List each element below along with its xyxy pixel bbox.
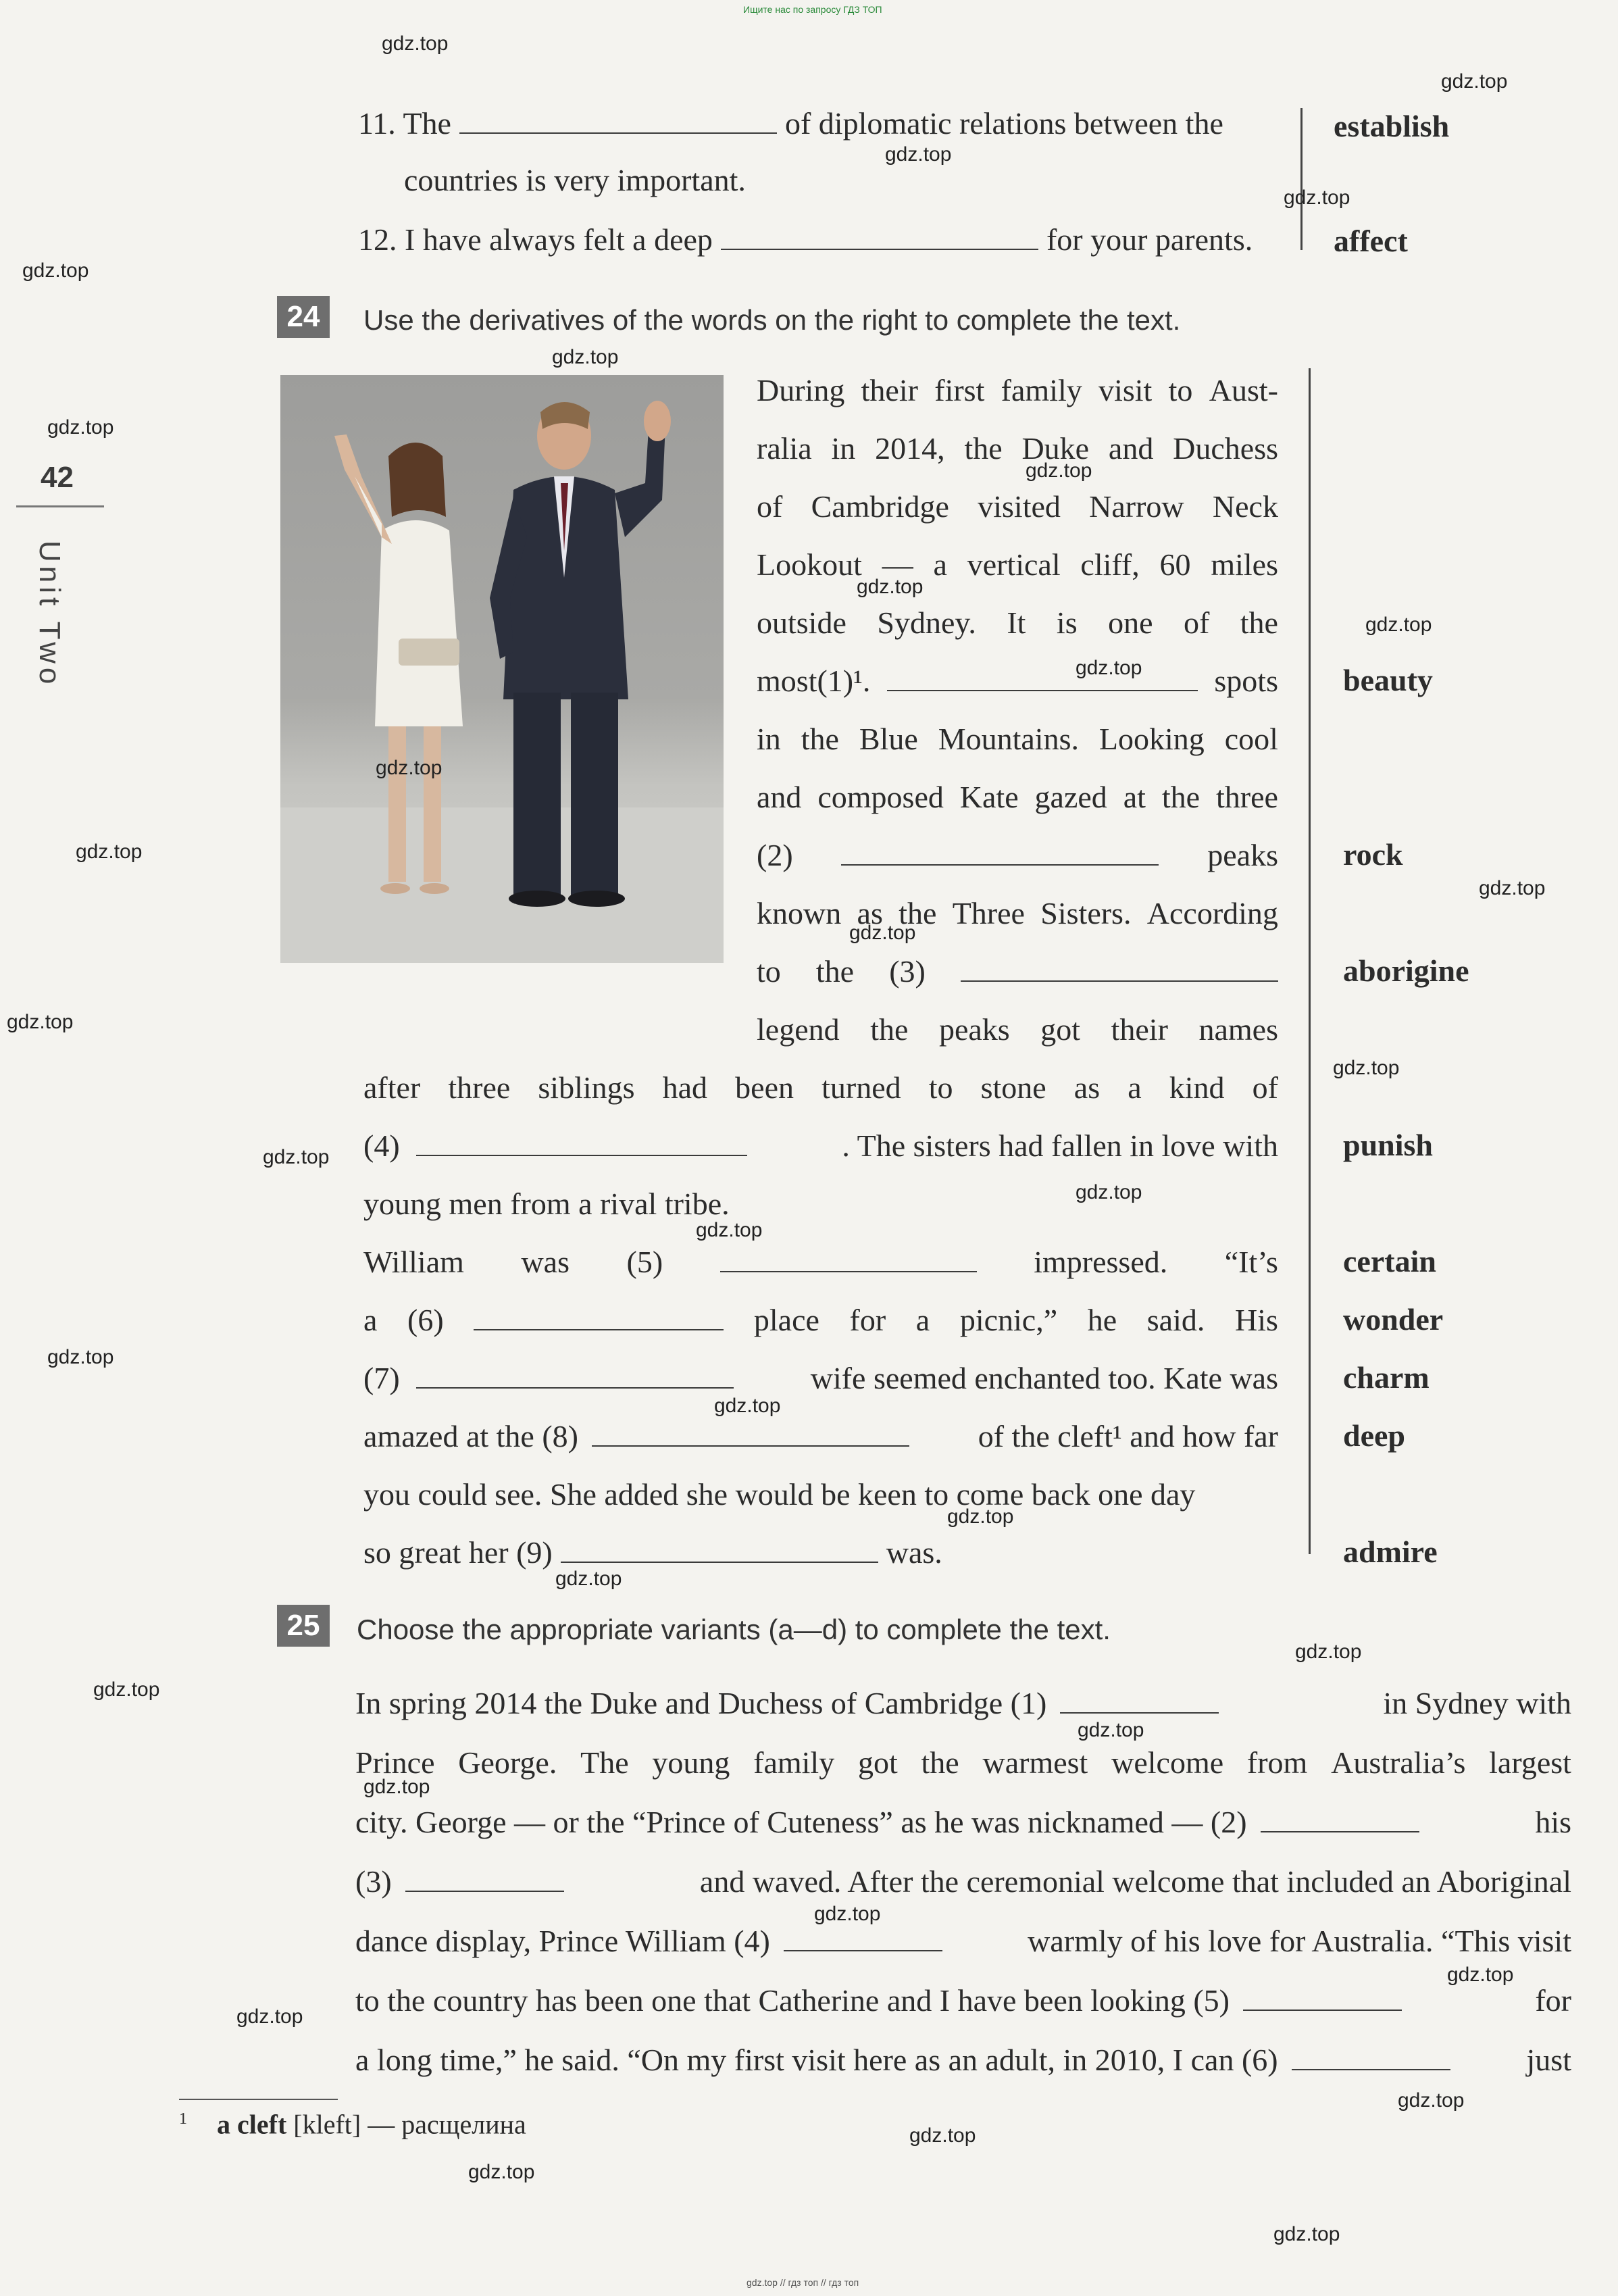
sentence-part: of the cleft¹ and how far — [978, 1419, 1278, 1453]
ex24-text-line — [363, 1072, 1278, 1103]
word: impressed. — [1034, 1245, 1168, 1279]
exercise-number-24: 24 — [277, 296, 330, 338]
sentence-part: just — [1526, 2043, 1571, 2077]
word: Duchess — [1173, 431, 1278, 466]
word: was — [521, 1245, 570, 1279]
watermark: gdz.top — [1026, 459, 1092, 482]
footnote-term: a cleft — [217, 2109, 287, 2140]
word: warmest — [982, 1745, 1088, 1780]
answer-blank[interactable] — [459, 109, 777, 134]
unit-label: Unit Two — [33, 541, 66, 689]
sentence-part: (3) — [355, 1864, 392, 1899]
word: turned — [821, 1070, 901, 1105]
word-wonder: wonder — [1343, 1302, 1444, 1337]
word: peaks — [938, 1012, 1010, 1047]
ex24-text-line — [757, 840, 1278, 871]
watermark: gdz.top — [857, 576, 924, 598]
page-number-rule — [16, 505, 104, 507]
word: stone — [980, 1070, 1046, 1105]
word: Looking — [1098, 722, 1205, 756]
word: of — [1183, 605, 1210, 640]
word: cliff, — [1080, 547, 1140, 582]
word: the — [801, 722, 839, 756]
watermark: gdz.top — [93, 1678, 160, 1701]
ex24-text-line — [757, 1014, 1278, 1045]
ex24-text-line — [757, 724, 1278, 755]
ex24-text-line — [363, 1305, 1278, 1336]
ex23-line-11-cont: countries is very important. — [404, 163, 746, 197]
word: It — [1007, 605, 1026, 640]
ex24-text-line — [757, 956, 1278, 987]
ex23-word-12: affect — [1334, 224, 1408, 258]
answer-blank-2[interactable] — [841, 841, 1159, 866]
word: been — [735, 1070, 794, 1105]
word: the — [1240, 605, 1278, 640]
word: he — [1087, 1303, 1117, 1337]
word: Sisters. — [1040, 896, 1132, 930]
watermark: gdz.top — [1295, 1641, 1362, 1663]
word: His — [1234, 1303, 1278, 1337]
ex24-text-line — [363, 1421, 1278, 1452]
word: after — [363, 1070, 421, 1105]
answer-blank-4[interactable] — [784, 1927, 942, 1951]
word: Prince — [355, 1745, 435, 1780]
sentence-part: and waved. After the ceremonial welcome that included an Aboriginal — [699, 1864, 1571, 1899]
answer-blank-1[interactable] — [1060, 1689, 1219, 1714]
watermark: gdz.top — [363, 1776, 430, 1798]
ex24-text-line — [757, 375, 1278, 406]
word: of — [757, 489, 783, 524]
ex24-text-line — [757, 491, 1278, 522]
word-punish: punish — [1343, 1128, 1434, 1162]
word: names — [1198, 1012, 1278, 1047]
footnote-rule — [179, 2099, 338, 2100]
watermark: gdz.top — [947, 1505, 1014, 1528]
watermark: gdz.top — [1398, 2089, 1465, 2112]
watermark: gdz.top — [1076, 1181, 1142, 1203]
word: first — [934, 373, 985, 407]
watermark: gdz.top — [1076, 657, 1142, 679]
word: and — [757, 780, 802, 814]
sentence-part: in Sydney with — [1383, 1686, 1571, 1720]
watermark: gdz.top — [1441, 70, 1508, 93]
footnote-transcription: [kleft] — [293, 2109, 361, 2140]
word: Kate — [959, 780, 1019, 814]
answer-blank-3[interactable] — [961, 957, 1278, 982]
gap-7-label: (7) — [363, 1361, 400, 1395]
word: 60 — [1159, 547, 1191, 582]
word: had — [662, 1070, 708, 1105]
word: Australia’s — [1331, 1745, 1466, 1780]
word: a — [915, 1303, 930, 1337]
watermark: gdz.top — [468, 2161, 535, 2183]
watermark: gdz.top — [552, 346, 619, 368]
watermark: gdz.top — [1284, 186, 1350, 209]
word: to — [1168, 373, 1193, 407]
ex24-text-line — [363, 1247, 1278, 1278]
ex23-line-11 — [358, 108, 1223, 139]
word: the — [964, 431, 1003, 466]
word: legend — [757, 1012, 840, 1047]
watermark: gdz.top — [555, 1568, 622, 1590]
answer-blank-2[interactable] — [1261, 1808, 1419, 1832]
word: for — [849, 1303, 886, 1337]
word: the — [1161, 780, 1200, 814]
word: — — [882, 547, 913, 582]
watermark: gdz.top — [1365, 614, 1432, 636]
footnote-translation: — расщелина — [368, 2109, 526, 2140]
top-search-note: Ищите нас по запросу ГДЗ ТОП — [743, 4, 882, 15]
sentence-part: for — [1535, 1983, 1571, 2018]
word-certain: certain — [1343, 1244, 1436, 1278]
ex23-11-start: 11. The — [358, 106, 451, 141]
word: ralia — [757, 431, 812, 466]
word: one — [1108, 605, 1153, 640]
word: at — [1123, 780, 1146, 814]
watermark: gdz.top — [76, 841, 143, 863]
word: three — [448, 1070, 511, 1105]
word: “It’s — [1224, 1245, 1278, 1279]
watermark: gdz.top — [1333, 1057, 1400, 1079]
answer-blank-9[interactable] — [561, 1539, 878, 1563]
watermark: gdz.top — [885, 143, 952, 166]
word: Three — [952, 896, 1025, 930]
ex24-text-line — [363, 1537, 942, 1568]
word: The — [580, 1745, 629, 1780]
bottom-note: gdz.top // гдз топ // гдз топ — [747, 2277, 859, 2288]
word-deep: deep — [1343, 1418, 1405, 1453]
watermark: gdz.top — [236, 2005, 303, 2028]
word: welcome — [1111, 1745, 1224, 1780]
watermark: gdz.top — [22, 259, 89, 282]
word: in — [757, 722, 781, 756]
word: William — [363, 1245, 464, 1279]
answer-blank-6[interactable] — [1292, 2046, 1450, 2070]
word-charm: charm — [1343, 1360, 1430, 1395]
word: place — [753, 1303, 819, 1337]
word: picnic,” — [959, 1303, 1058, 1337]
word: peaks — [1207, 838, 1278, 872]
word: Sydney. — [877, 605, 976, 640]
ex23-12-end: for your parents. — [1046, 222, 1253, 257]
gap-3-label: (3) — [889, 954, 926, 989]
watermark: gdz.top — [1078, 1719, 1144, 1741]
answer-blank-7[interactable] — [416, 1364, 734, 1389]
watermark: gdz.top — [47, 416, 114, 439]
word: Blue — [859, 722, 918, 756]
word: three — [1215, 780, 1278, 814]
sentence-part: his — [1535, 1805, 1571, 1839]
watermark: gdz.top — [7, 1011, 74, 1033]
answer-blank-1[interactable] — [887, 667, 1198, 691]
ex25-text-line — [355, 1926, 1571, 1957]
word: known — [757, 896, 842, 930]
word: is — [1056, 605, 1078, 640]
word: Cambridge — [811, 489, 949, 524]
word: family — [1001, 373, 1082, 407]
answer-blank[interactable] — [721, 226, 1038, 250]
word: Duke — [1021, 431, 1090, 466]
sentence-part: amazed at the (8) — [363, 1419, 578, 1453]
ex24-divider — [1309, 368, 1311, 1554]
ex23-12-start: 12. I have always felt a deep — [358, 222, 713, 257]
gap-5-label: (5) — [626, 1245, 663, 1279]
sentence-part: so great her (9) — [363, 1535, 553, 1570]
exercise-25-instruction: Choose the appropriate variants (a—d) to complete the text. — [357, 1614, 1111, 1645]
word: Aust- — [1209, 373, 1278, 407]
watermark: gdz.top — [849, 922, 916, 944]
ex24-text-line — [757, 898, 1278, 929]
footnote — [179, 2111, 526, 2138]
word: in — [831, 431, 856, 466]
watermark: gdz.top — [382, 32, 449, 55]
gap-2-label: (2) — [757, 838, 793, 872]
gap-1-label: most(1)¹. — [757, 664, 871, 698]
ex24-text-line — [363, 1130, 1278, 1162]
word: During — [757, 373, 845, 407]
sentence-part: a long time,” he said. “On my first visit here as an adult, in 2010, I can (6) — [355, 2043, 1278, 2077]
word: kind — [1169, 1070, 1225, 1105]
sentence-part: to the country has been one that Catherine and I have been looking (5) — [355, 1983, 1230, 2018]
word: family — [753, 1745, 835, 1780]
word: got — [857, 1745, 898, 1780]
exercise-24-instruction: Use the derivatives of the words on the right to complete the text. — [363, 304, 1181, 336]
word: a — [363, 1303, 378, 1337]
ex24-text-line: young men from a rival tribe. — [363, 1187, 730, 1221]
word: outside — [757, 605, 846, 640]
ex25-text-line — [355, 1985, 1571, 2016]
answer-blank-5[interactable] — [1243, 1987, 1402, 2011]
word: the — [921, 1745, 959, 1780]
ex25-text-line — [355, 2045, 1571, 2076]
word: visited — [978, 489, 1061, 524]
word-beauty: beauty — [1343, 663, 1433, 697]
word: largest — [1489, 1745, 1571, 1780]
sentence-part: city. George — or the “Prince of Cuteness” as he was nicknamed — (2) — [355, 1805, 1247, 1839]
sentence-part: In spring 2014 the Duke and Duchess of Cambridge (1) — [355, 1686, 1047, 1720]
ex25-text-line — [355, 1866, 1571, 1897]
word: Narrow — [1089, 489, 1184, 524]
ex24-text-line — [757, 782, 1278, 813]
ex23-word-11: establish — [1334, 109, 1450, 143]
ex24-text-line — [757, 607, 1278, 639]
gap-4-label: (4) — [363, 1128, 400, 1163]
word: Neck — [1212, 489, 1278, 524]
word: cool — [1224, 722, 1278, 756]
watermark: gdz.top — [909, 2124, 976, 2147]
word: vertical — [967, 547, 1061, 582]
word: their — [1111, 1012, 1168, 1047]
watermark: gdz.top — [814, 1903, 881, 1925]
word: composed — [817, 780, 944, 814]
sentence-part: warmly of his love for Australia. “This visit — [1028, 1924, 1571, 1958]
watermark: gdz.top — [696, 1219, 763, 1241]
ex25-text-line — [355, 1807, 1571, 1838]
word: to — [928, 1070, 953, 1105]
ex23-line-12 — [358, 224, 1253, 255]
word: spots — [1214, 664, 1278, 698]
word: a — [1128, 1070, 1142, 1105]
sentence-part: . The sisters had fallen in love with — [842, 1128, 1278, 1163]
ex24-text-line — [757, 549, 1278, 580]
word: George. — [458, 1745, 557, 1780]
exercise-number-25: 25 — [277, 1605, 330, 1647]
word-rock: rock — [1343, 837, 1403, 872]
gap-6-label: (6) — [407, 1303, 444, 1337]
word-admire: admire — [1343, 1534, 1438, 1569]
ex24-text-line — [363, 1363, 1278, 1394]
word: and — [1108, 431, 1154, 466]
ex25-text-line — [355, 1688, 1571, 1719]
word: Lookout — [757, 547, 862, 582]
watermark: gdz.top — [1273, 2223, 1340, 2245]
word: the — [870, 1012, 909, 1047]
word: miles — [1211, 547, 1278, 582]
watermark: gdz.top — [47, 1346, 114, 1368]
word: as — [1073, 1070, 1101, 1105]
photo-duke-and-duchess — [280, 375, 724, 963]
sentence-part: dance display, Prince William (4) — [355, 1924, 770, 1958]
word: got — [1040, 1012, 1081, 1047]
answer-blank-3[interactable] — [405, 1868, 564, 1892]
sentence-part: was. — [886, 1535, 942, 1570]
couple-illustration — [280, 375, 724, 963]
answer-blank-5[interactable] — [720, 1248, 977, 1272]
answer-blank-8[interactable] — [592, 1422, 909, 1447]
word: said. — [1146, 1303, 1205, 1337]
word: the — [815, 954, 855, 989]
watermark: gdz.top — [714, 1395, 781, 1417]
word-aborigine: aborigine — [1343, 953, 1469, 988]
sentence-part: wife seemed enchanted too. Kate was — [810, 1361, 1278, 1395]
ex24-text-line — [757, 666, 1278, 697]
ex25-text-line — [355, 1747, 1571, 1778]
word: to — [757, 954, 781, 989]
watermark: gdz.top — [1479, 877, 1546, 899]
word: Mountains. — [938, 722, 1079, 756]
watermark: gdz.top — [263, 1146, 330, 1168]
watermark: gdz.top — [376, 757, 443, 779]
ex23-11-end: of diplomatic relations between the — [784, 106, 1223, 141]
ex24-text-line — [757, 433, 1278, 464]
word: visit — [1098, 373, 1153, 407]
ex24-text-line: you could see. She added she would be keen to come back one day — [363, 1477, 1196, 1512]
word: as — [857, 896, 883, 930]
word: their — [861, 373, 918, 407]
word: 2014, — [875, 431, 945, 466]
page-number: 42 — [41, 461, 74, 494]
word: a — [933, 547, 947, 582]
word: gazed — [1034, 780, 1107, 814]
word: from — [1246, 1745, 1308, 1780]
answer-blank-4[interactable] — [416, 1132, 747, 1156]
word: According — [1146, 896, 1278, 930]
word: of — [1252, 1070, 1278, 1105]
watermark: gdz.top — [1447, 1964, 1514, 1986]
answer-blank-6[interactable] — [474, 1306, 724, 1330]
word: the — [899, 896, 937, 930]
ex23-divider — [1300, 108, 1303, 250]
footnote-mark: 1 — [179, 2110, 187, 2128]
word: young — [652, 1745, 730, 1780]
word: siblings — [538, 1070, 635, 1105]
